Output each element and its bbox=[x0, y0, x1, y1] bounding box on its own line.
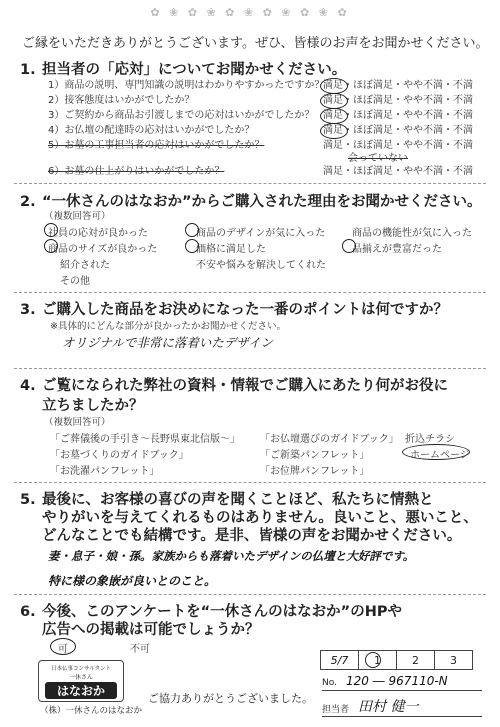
q1-extra-row: 会っていない bbox=[348, 153, 408, 164]
q5-line: 最後に、お客様の喜びの声を聞くことほど、私たちに情熱と bbox=[42, 492, 434, 508]
section-divider bbox=[14, 183, 486, 184]
q1-item: 1）商品の説明、専門知識の説明はわかりやすかったですか？ 満足・ほぼ満足・やや不満・不満 bbox=[48, 80, 473, 91]
q3-heading bbox=[20, 298, 448, 319]
header-decoration: ✿ ❀ ✿ ❀ ✿ ❀ ✿ ❀ ✿ ❀ ✿ bbox=[150, 6, 350, 19]
q2-note: （複数回答可） bbox=[44, 211, 111, 222]
q4-note: （複数回答可） bbox=[44, 417, 111, 428]
q2-option: 商品の機能性が気に入った bbox=[352, 228, 472, 239]
q2-option: 紹介された bbox=[60, 260, 110, 271]
tally-grid bbox=[320, 650, 473, 670]
q4-option: 「お位牌パンフレット」 bbox=[260, 466, 370, 477]
q1-item: 4）お仏壇の配達時の応対はいかがでしたか？ 満足・ほぼ満足・やや不満・不満 bbox=[48, 125, 473, 136]
q3-title: ご購入した商品をお決めになった一番のポイントは何ですか？ bbox=[42, 302, 448, 318]
staff-underline bbox=[322, 716, 482, 717]
q1-item: 6）お墓の仕上がりはいかがでしたか？ 満足・ほぼ満足・やや不満・不満 bbox=[48, 166, 473, 177]
q1-list bbox=[48, 78, 488, 179]
logo-top-text: 日本仏事コンサルタント bbox=[50, 666, 111, 672]
number-underline bbox=[322, 690, 482, 691]
q2-option: 商品のデザインが気に入った bbox=[196, 228, 326, 239]
q2-title: “一休さんのはなおか”からご購入された理由をお聞かせください。 bbox=[42, 194, 482, 210]
q5-line: どんなことでも結構です。是非、皆様の声をお聞かせください。 bbox=[42, 528, 462, 544]
q2-option: 品揃えが豊富だった bbox=[352, 244, 442, 255]
staff-label: 担当者 bbox=[322, 705, 350, 715]
q6-line1: 今後、このアンケートを“一休さんのはなおか”のHPや bbox=[42, 604, 402, 620]
logo-main-text: はなおか bbox=[45, 682, 117, 699]
answer-circle bbox=[320, 78, 348, 94]
q1-item: 5）お墓の工事担当者の応対はいかがでしたか？ 満足・ほぼ満足・やや不満・不満 bbox=[48, 140, 473, 151]
q1-item: 2）接客態度はいかがでしたか？ 満足・ほぼ満足・やや不満・不満 bbox=[48, 95, 473, 106]
q4-option: 「お仏壇選びのガイドブック」 bbox=[260, 434, 399, 445]
section-divider bbox=[14, 368, 486, 369]
q3-note: ※具体的にどんな部分が良かったかお聞かせください。 bbox=[50, 321, 286, 332]
grid-cell: 2 bbox=[397, 651, 435, 670]
answer-circle bbox=[50, 638, 76, 655]
answer-circle bbox=[320, 108, 348, 124]
q4-heading bbox=[20, 374, 448, 395]
q2-option: 不安や悩みを解決してくれた bbox=[196, 260, 326, 271]
staff-value: 田村 健一 bbox=[358, 699, 419, 715]
q4-option: 折込チラシ bbox=[405, 434, 455, 445]
q4-option: 「ご新築パンフレット」 bbox=[260, 450, 370, 461]
q1-heading bbox=[20, 58, 346, 79]
answer-circle bbox=[44, 223, 58, 237]
q5-line: やりがいを与えてくれるものはありません。良いこと、悪いこと、 bbox=[42, 510, 478, 526]
q4-option: 「お洗濯パンフレット」 bbox=[50, 466, 160, 477]
q4-title-line1: ご覧になられた弊社の資料・情報でご購入にあたり何がお役に bbox=[42, 378, 448, 394]
q4-option: 「ご葬儀後の手引き～長野県東北信版～」 bbox=[50, 434, 240, 445]
answer-circle bbox=[365, 652, 381, 668]
q2-option: 社員の応対が良かった bbox=[48, 228, 148, 239]
answer-circle bbox=[320, 123, 348, 139]
q4-title-line2: 立ちましたか？ bbox=[42, 398, 144, 414]
answer-circle bbox=[342, 239, 356, 253]
company-name: （株）一休さんのはなおか bbox=[40, 706, 143, 716]
intro-text: ご縁をいただきありがとうございます。ぜひ、皆様のお声をお聞かせください。 bbox=[22, 36, 489, 51]
q2-option: 価格に満足した bbox=[196, 244, 266, 255]
answer-circle bbox=[44, 239, 58, 253]
section-divider bbox=[14, 292, 486, 293]
q2-option: 商品のサイズが良かった bbox=[48, 244, 158, 255]
q5-number: 5. bbox=[20, 492, 36, 508]
logo-sub-text: 一休さん bbox=[68, 674, 93, 681]
q6-option-no: 不可 bbox=[130, 644, 150, 655]
grid-cell: 3 bbox=[435, 651, 473, 670]
grid-cell: 1 bbox=[359, 651, 397, 670]
answer-circle bbox=[185, 239, 199, 253]
q6-line2: 広告への掲載は可能でしょうか？ bbox=[42, 622, 260, 638]
q5-answer-line1: 妻・息子・娘・孫。家族からも落着いたデザインの仏壇と大好評です。 bbox=[48, 549, 415, 563]
q4-number: 4. bbox=[20, 378, 36, 394]
date-cell: 5/7 bbox=[321, 651, 359, 670]
thanks-text: ご協力ありがとうございました。 bbox=[148, 692, 313, 705]
number-label: No. bbox=[322, 678, 337, 688]
answer-circle bbox=[320, 93, 348, 109]
section-divider bbox=[14, 482, 486, 483]
q1-title: 担当者の「応対」についてお聞かせください。 bbox=[42, 62, 347, 78]
q6-option-yes: 可 bbox=[58, 644, 68, 655]
company-logo bbox=[38, 660, 124, 702]
q1-number: 1. bbox=[20, 62, 36, 78]
q2-option: その他 bbox=[60, 276, 90, 287]
q4-option: 「お墓づくりのガイドブック」 bbox=[50, 450, 189, 461]
q3-number: 3. bbox=[20, 302, 36, 318]
q4-option: ホームページ bbox=[410, 450, 470, 461]
section-divider bbox=[14, 594, 486, 595]
q6-number: 6. bbox=[20, 604, 36, 620]
q1-item: 3）ご契約から商品お引渡しまでの応対はいかがでしたか？ 満足・ほぼ満足・やや不満・不満 bbox=[48, 110, 473, 121]
answer-circle bbox=[185, 223, 199, 237]
q2-number: 2. bbox=[20, 194, 36, 210]
q3-answer: オリジナルで非常に落着いたデザイン bbox=[62, 335, 274, 350]
q5-answer-line2: 特に様の象嵌が良いとのこと。 bbox=[48, 574, 217, 588]
number-value: 120 ― 967110-N bbox=[346, 674, 448, 688]
answer-circle bbox=[402, 444, 470, 460]
